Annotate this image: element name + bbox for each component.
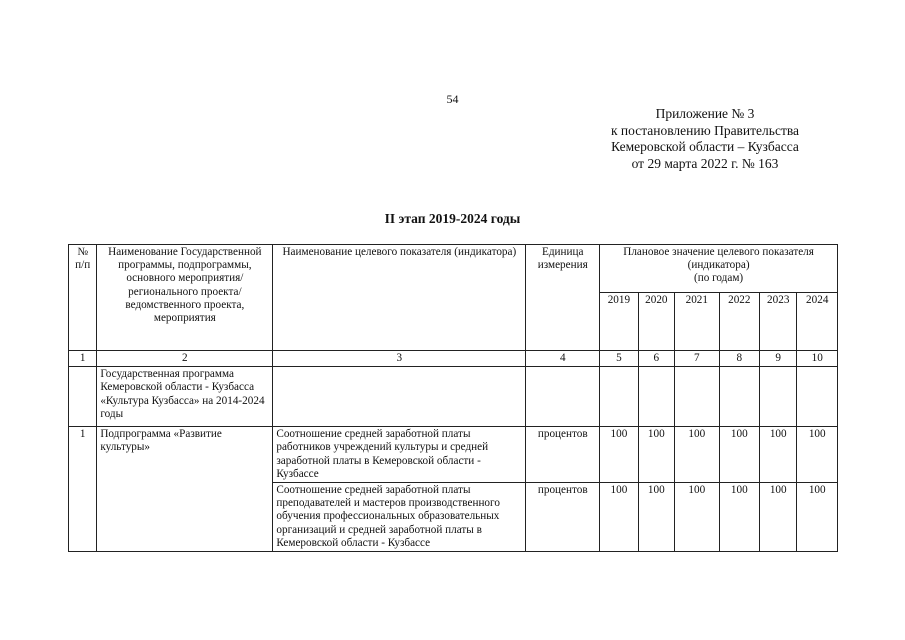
column-number: 7	[675, 351, 720, 367]
header-year: 2022	[719, 293, 759, 351]
row-value	[760, 367, 797, 427]
header-plan-line-3: (по годам)	[694, 272, 744, 285]
row-value: 100	[675, 483, 720, 552]
row-value: 100	[600, 427, 638, 483]
row-value	[797, 367, 838, 427]
row-value: 100	[719, 427, 759, 483]
approval-line-4: от 29 марта 2022 г. № 163	[631, 155, 779, 171]
row-value: 100	[760, 427, 797, 483]
header-plan-line-1: Плановое значение целевого показателя	[623, 246, 814, 258]
header-plan-line-2: (индикатора)	[687, 259, 750, 272]
row-value: 100	[675, 427, 720, 483]
row-value	[719, 367, 759, 427]
indicators-table	[68, 244, 838, 552]
row-indicator	[273, 367, 526, 427]
header-indicator: Наименование целевого показателя (индикатора)	[273, 245, 526, 351]
row-unit	[526, 367, 600, 427]
row-value: 100	[600, 483, 638, 552]
approval-line-3: Кемеровской области – Кузбасса	[611, 139, 799, 154]
row-name: Подпрограмма «Развитие культуры»	[97, 427, 273, 552]
column-number: 9	[760, 351, 797, 367]
header-year: 2020	[638, 293, 674, 351]
row-value: 100	[797, 427, 838, 483]
header-num: № п/п	[69, 245, 97, 351]
table-row	[69, 367, 838, 427]
column-number: 5	[600, 351, 638, 367]
row-num	[69, 367, 97, 427]
column-number: 3	[273, 351, 526, 367]
row-indicator: Соотношение средней заработной платы преподавателей и мастеров производственного обучения профессиональных образовательных организаций и средней заработной платы в Кемеровской области - Кузбассе	[273, 483, 526, 552]
column-number: 4	[526, 351, 600, 367]
row-value: 100	[638, 427, 674, 483]
row-num: 1	[69, 427, 97, 552]
column-number: 6	[638, 351, 674, 367]
header-year: 2019	[600, 293, 638, 351]
row-value	[638, 367, 674, 427]
approval-block	[585, 106, 825, 172]
row-indicator: Соотношение средней заработной платы работников учреждений культуры и средней заработной платы в Кемеровской области - Кузбассе	[273, 427, 526, 483]
header-name: Наименование Государственной программы, подпрограммы, основного мероприятия/ регионального проекта/ведомственного проекта, мероприятия	[97, 245, 273, 351]
row-value: 100	[719, 483, 759, 552]
column-numbers-row	[69, 351, 838, 367]
row-value	[600, 367, 638, 427]
stage-title: II этап 2019-2024 годы	[384, 211, 521, 226]
table-row	[69, 427, 838, 483]
header-plan	[600, 245, 838, 293]
row-value: 100	[797, 483, 838, 552]
row-unit: процентов	[526, 427, 600, 483]
header-year: 2021	[675, 293, 720, 351]
header-unit: Единица измерения	[526, 245, 600, 351]
page-number: 54	[446, 92, 459, 106]
header-year: 2024	[797, 293, 838, 351]
header-year: 2023	[760, 293, 797, 351]
row-value	[675, 367, 720, 427]
column-number: 2	[97, 351, 273, 367]
row-name: Государственная программа Кемеровской области - Кузбасса «Культура Кузбасса» на 2014-2024 годы	[97, 367, 273, 427]
row-value: 100	[760, 483, 797, 552]
column-number: 10	[797, 351, 838, 367]
approval-line-2: к постановлению Правительства	[610, 122, 800, 138]
row-unit: процентов	[526, 483, 600, 552]
row-value: 100	[638, 483, 674, 552]
column-number: 1	[69, 351, 97, 367]
column-number: 8	[719, 351, 759, 367]
approval-line-1: Приложение № 3	[655, 106, 755, 121]
